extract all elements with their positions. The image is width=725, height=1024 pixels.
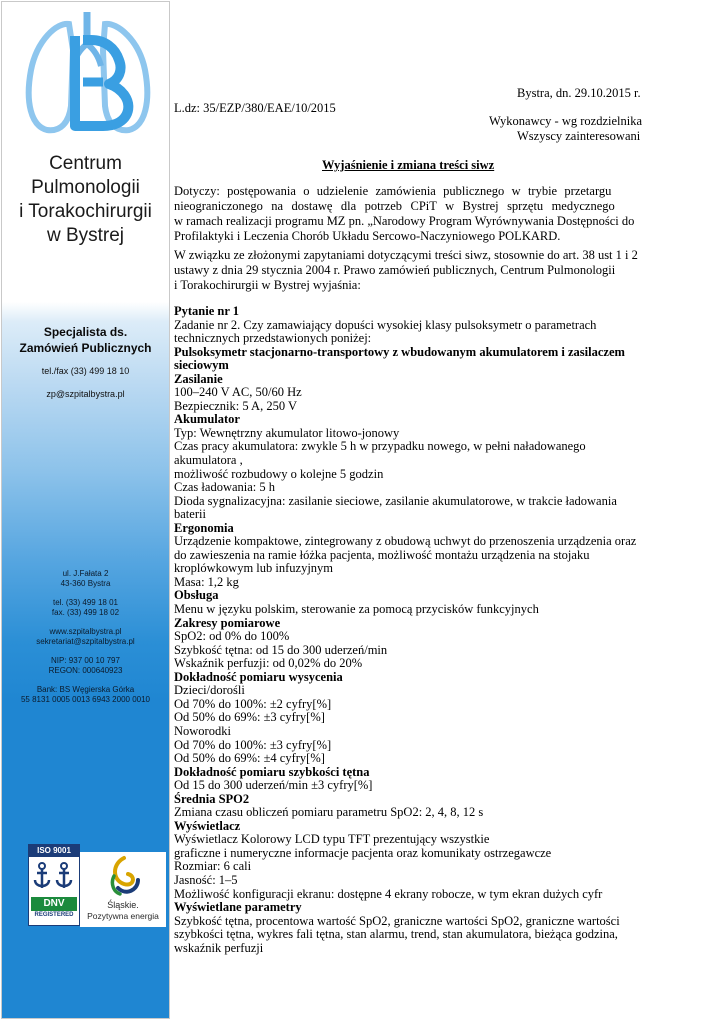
bank-account-line: 55 8131 0005 0013 6943 2000 0010 (20, 695, 150, 704)
spec-line: szybkości tętna, wykres fali tętna, stan alarmu, trend, stan akumulatora, bieżąca godzina, (174, 927, 618, 942)
section-heading: Wyświetlacz (174, 818, 241, 833)
section-heading: Obsługa (174, 588, 219, 603)
spec-line: Dzieci/dorośli (174, 683, 245, 698)
spec-line: akumulatora , (174, 453, 243, 468)
spec-line: Czas pracy akumulatora: zwykle 5 h w przypadku nowego, w pełni naładowanego (174, 439, 586, 454)
address-block (2, 569, 169, 705)
spec-line: Zmiana czasu obliczeń pomiaru parametru SpO2: 2, 4, 8, 12 s (174, 805, 484, 820)
spec-line: Urządzenie kompaktowe, zintegrowany z obudową uchwyt do przenoszenia urządzenia oraz (174, 534, 637, 549)
section-heading: Pulsoksymetr stacjonarno-transportowy z wbudowanym akumulatorem i zasilaczem (174, 344, 625, 359)
spec-line: Od 50% do 69%: ±4 cyfry[%] (174, 751, 325, 766)
org-name-line: Centrum (49, 153, 122, 174)
email-address[interactable]: zp@szpitalbystra.pl (46, 389, 125, 399)
reference-number: L.dz: 35/EZP/380/EAE/10/2015 (174, 101, 336, 115)
spec-line: Możliwość konfiguracji ekranu: dostępne 4 ekrany robocze, w tym ekran dużych cyfr (174, 886, 603, 901)
question-specification (174, 305, 644, 955)
fax-line: fax. (33) 499 18 02 (51, 608, 120, 617)
telfax-number: tel./fax (33) 499 18 10 (41, 366, 130, 376)
spec-line: Szybkość tętna, procentowa wartość SpO2, graniczne wartości SpO2, graniczne wartości (174, 913, 620, 928)
place-and-date: Bystra, dn. 29.10.2015 r. (517, 86, 641, 100)
spec-line: do zawieszenia na ramie łóżka pacjenta, możliwość montażu urządzenia na stojaku (174, 547, 590, 562)
section-heading: Pytanie nr 1 (174, 304, 240, 318)
spec-line: Zadanie nr 2. Czy zamawiający dopuści wysokiej klasy pulsoksymetr o parametrach (174, 317, 597, 332)
dnv-label: DNV (31, 897, 77, 911)
lungs-b-logo-icon (17, 10, 157, 138)
section-heading: Średnia SPO2 (174, 791, 250, 806)
bank-name-line: Bank: BS Węgierska Górka (36, 685, 135, 694)
spec-line: Wyświetlacz Kolorowy LCD typu TFT prezentujący wszystkie (174, 832, 490, 847)
spec-line: Od 70% do 100%: ±2 cyfry[%] (174, 696, 332, 711)
subject-line: Dotyczy: postępowania o udzielenie zamówienia publicznego w trybie przetargu (174, 184, 612, 198)
slaskie-tagline: Pozytywna energia (87, 911, 159, 921)
address-line: ul. J.Fałata 2 (62, 569, 109, 578)
department-line: Zamówień Publicznych (19, 341, 152, 355)
spec-line: Od 50% do 69%: ±3 cyfry[%] (174, 710, 325, 725)
slaskie-swirl-icon (104, 854, 144, 898)
section-heading: Akumulator (174, 412, 240, 427)
recipient-line: Wykonawcy - wg rozdzielnika (489, 114, 643, 128)
subject-line: Profilaktyki i Leczenia Chorób Układu Sercowo-Naczyniowego POLKARD. (174, 229, 561, 243)
spec-line: SpO2: od 0% do 100% (174, 629, 290, 644)
website-link[interactable]: www.szpitalbystra.pl (49, 627, 122, 636)
iso-certification-badge (28, 844, 80, 926)
spec-line: Menu w języku polskim, sterowanie za pomocą przycisków funkcyjnych (174, 602, 539, 617)
address-line: 43-360 Bystra (60, 579, 111, 588)
subject-paragraph (174, 184, 639, 244)
spec-line: możliwość rozbudowy o kolejne 5 godzin (174, 466, 384, 481)
org-name-line: i Torakochirurgii (19, 201, 152, 222)
intro-line: ustawy z dnia 29 stycznia 2004 r. Prawo zamówień publicznych, Centrum Pulmonologii (174, 263, 616, 277)
spec-line: kroplówkowym lub infuzyjnym (174, 561, 334, 576)
anchor-icon (30, 858, 76, 896)
spec-line: Noworodki (174, 723, 231, 738)
spec-line: Jasność: 1–5 (174, 872, 238, 887)
slaskie-logo (80, 852, 166, 927)
spec-line: Wskaźnik perfuzji: od 0,02% do 20% (174, 656, 363, 671)
recipient-line: Wszyscy zainteresowani (517, 129, 641, 143)
registered-label: REGISTERED (34, 912, 74, 918)
section-heading: Zasilanie (174, 371, 223, 386)
spec-line: Rozmiar: 6 cali (174, 859, 252, 874)
org-name-line: Pulmonologii (31, 177, 140, 198)
spec-line: Szybkość tętna: od 15 do 300 uderzeń/min (174, 642, 388, 657)
department-title (2, 324, 169, 356)
section-heading: Zakresy pomiarowe (174, 615, 281, 630)
organization-name (2, 152, 169, 248)
regon-line: REGON: 000640923 (48, 666, 123, 675)
spec-line: Czas ładowania: 5 h (174, 480, 276, 495)
spec-line: Od 15 do 300 uderzeń/min ±3 cyfry[%] (174, 778, 373, 793)
spec-line: Dioda sygnalizacyjna: zasilanie sieciowe, zasilanie akumulatorowe, w trakcie ładowania (174, 493, 617, 508)
phone-line: tel. (33) 499 18 01 (53, 598, 118, 607)
intro-line: i Torakochirurgii w Bystrej wyjaśnia: (174, 278, 361, 292)
section-heading: Dokładność pomiaru szybkości tętna (174, 764, 370, 779)
section-heading: Ergonomia (174, 520, 234, 535)
spec-line: Bezpiecznik: 5 A, 250 V (174, 398, 298, 413)
intro-paragraph (174, 248, 639, 293)
iso-label: ISO 9001 (29, 845, 79, 857)
section-heading: sieciowym (174, 358, 229, 373)
section-heading: Wyświetlane parametry (174, 900, 302, 915)
slaskie-name: Śląskie. (107, 900, 139, 910)
spec-line: technicznych przedstawionych poniżej: (174, 331, 372, 346)
org-name-line: w Bystrej (46, 225, 125, 246)
spec-line: wskaźnik perfuzji (174, 940, 264, 955)
spec-line: 100–240 V AC, 50/60 Hz (174, 385, 302, 400)
section-heading: Dokładność pomiaru wysycenia (174, 669, 343, 684)
spec-line: Typ: Wewnętrzny akumulator litowo-jonowy (174, 425, 400, 440)
intro-line: W związku ze złożonymi zapytaniami dotyczącymi treści siwz, stosownie do art. 38 ust 1 i 2 (174, 248, 638, 262)
subject-line: w ramach realizacji programu MZ pn. „Narodowy Program Wyrównywania Dostępności do (174, 214, 635, 228)
subject-line: nieograniczonego na dostawę dla potrzeb CPiT w Bystrej sprzętu medycznego (174, 199, 615, 213)
spec-line: Masa: 1,2 kg (174, 574, 239, 589)
nip-line: NIP: 937 00 10 797 (51, 656, 120, 665)
spec-line: Od 70% do 100%: ±3 cyfry[%] (174, 737, 332, 752)
spec-line: baterii (174, 507, 206, 522)
letterhead-sidebar (1, 1, 170, 1019)
department-line: Specjalista ds. (43, 325, 128, 339)
document-title: Wyjaśnienie i zmiana treści siwz (322, 158, 495, 172)
spec-line: graficzne i numeryczne informacje pacjenta oraz komunikaty ostrzegawcze (174, 845, 552, 860)
secretariat-email-link[interactable]: sekretariat@szpitalbystra.pl (36, 637, 135, 646)
